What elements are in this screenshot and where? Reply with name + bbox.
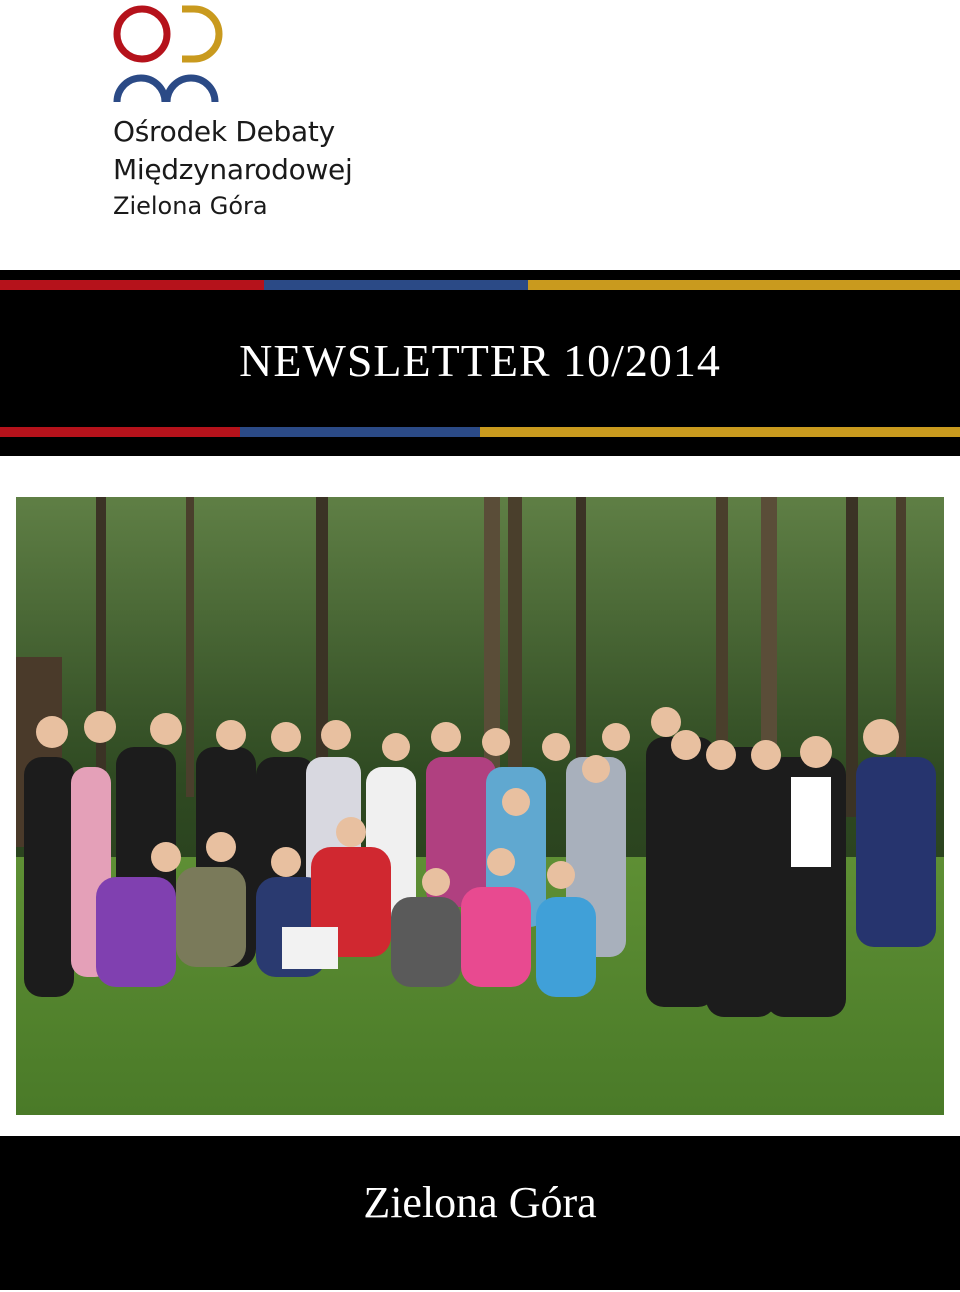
org-name-line1: Ośrodek Debaty bbox=[113, 115, 335, 148]
group-photo bbox=[16, 497, 944, 1115]
group-photo-icon bbox=[16, 497, 944, 1115]
organization-name bbox=[113, 113, 352, 223]
newsletter-title: NEWSLETTER 10/2014 bbox=[239, 335, 721, 386]
odm-logo bbox=[112, 4, 228, 109]
odm-rings-icon bbox=[112, 4, 228, 104]
footer-city: Zielona Góra bbox=[363, 1178, 597, 1227]
org-name-line2: Międzynarodowej bbox=[113, 153, 353, 186]
org-city: Zielona Góra bbox=[113, 192, 268, 220]
header-stripe-blue bbox=[264, 280, 528, 290]
lower-stripe-red bbox=[0, 427, 240, 437]
lower-stripe-gold bbox=[480, 427, 960, 437]
lower-stripe-blue bbox=[240, 427, 480, 437]
header-stripe-red bbox=[0, 280, 264, 290]
header-stripe-gold bbox=[528, 280, 960, 290]
